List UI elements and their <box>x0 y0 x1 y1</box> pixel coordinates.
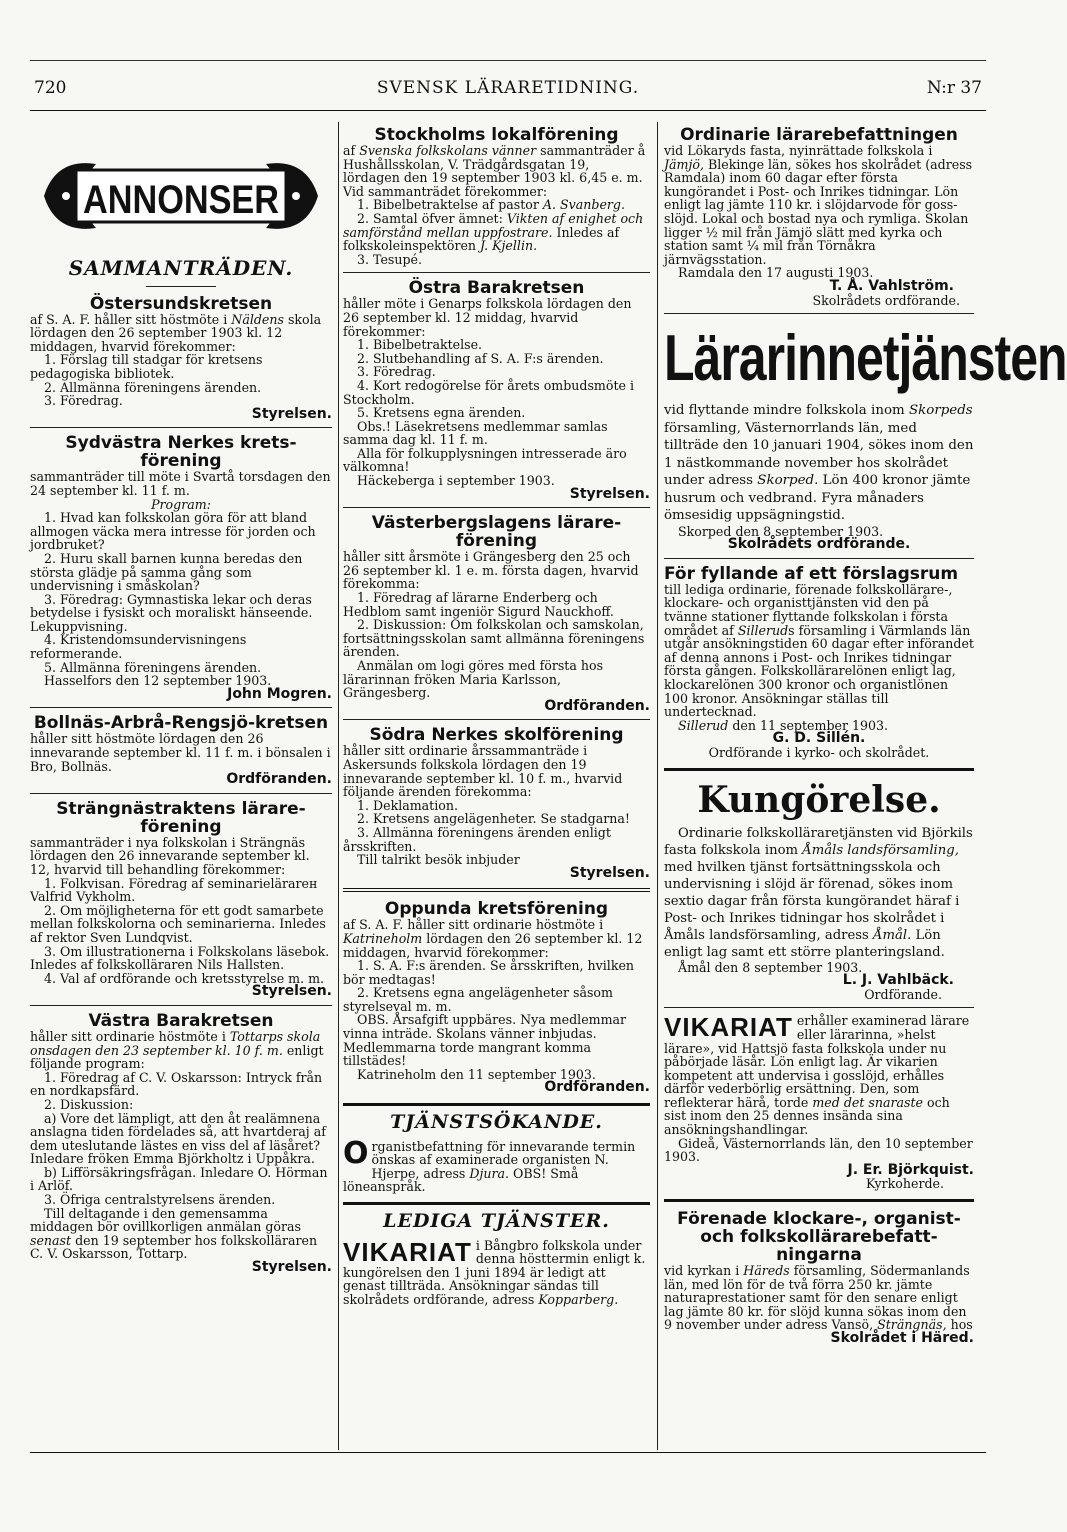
ostersund-item-1: 1. Förslag till stadgar för kretsens pedagogiska bibliotek. <box>30 352 263 381</box>
ordinarie-date: Ramdala den 17 augusti 1903. <box>678 265 874 281</box>
vasterbergslagen-text: håller sitt årsmöte i Grängesberg den 25 och 26 september kl. 1 e. m. första dagen, hvarvid förekomma: <box>343 549 639 592</box>
oppunda-item-1: 1. S. A. F:s ärenden. Se årsskriften, hvilken bör medtagas! <box>343 958 635 987</box>
vastra-bara-item-2a: a) Vore det lämpligt, att den åt realämnena anslagna tiden fördelades så, att hvartderaj af dem uteslutande lästes en viss del af läsåret? Inledare fröken Emma Björkholtz i Uppåkra. <box>30 1110 326 1167</box>
divider <box>30 427 332 428</box>
stockholm-heading: Stockholms lokalförening <box>374 125 619 145</box>
top-margin-rule <box>30 60 986 61</box>
sydvastra-item-1: 1. Hvad kan folkskolan göra för att bland allmogen väcka mera intresse för jorden och jordbruket? <box>30 510 316 553</box>
vikariat-bangbro-text: VIKARIAT i Bångbro folkskola under denna hösttermin enligt k. kungörelsen den 1 juni 1894 är ledigt att genast tillträda. Ansökningar sändas till skolrådets ordförande, adress Kopparberg. <box>343 1236 646 1307</box>
strangnas-signature: Styrelsen. <box>251 983 332 1000</box>
ordinarie-text: vid Lökaryds fasta, nyinrättade folkskola i Jämjö, Blekinge län, sökes hos skolrådet (adress Ramdala) inom 60 dagar efter första kungörandet i Post- och Inrikes tidningar. Lön enligt lag jämte 110 kr. i slöjdarvode för goss-slöjd. Lokal och bostad nya och rymliga. Skolan ligger ½ mil från Jämjö slätt med kyrka och station samt ¼ mil från Törnåkra järnvägsstation. <box>664 143 973 267</box>
ostra-bara-item-3: 3. Föredrag. <box>357 364 436 380</box>
ostra-bara-welcome: Alla för folkupplysningen intresserade äro välkomna! <box>343 445 627 475</box>
lararinnetjansten-signature: Skolrådets ordförande. <box>727 536 911 553</box>
tjanstsokande-heading: TJÄNSTSÖKANDE. <box>390 1111 603 1134</box>
ostra-bara-text: håller möte i Genarps folkskola lördagen den 26 september kl. 12 middag, hvarvid förekommer: <box>343 296 632 339</box>
divider <box>343 1103 650 1106</box>
vasterbergslagen-item-1: 1. Föredrag af lärarne Enderberg och Hedblom samt ingeniör Sigurd Nauckhoff. <box>343 590 614 619</box>
column-divider-1 <box>338 122 339 1450</box>
kungorelse-signature: L. J. Vahlbäck. <box>842 972 954 989</box>
ostersund-heading: Östersundskretsen <box>89 293 273 314</box>
sydvastra-item-3: 3. Föredrag: Gymnastiska lekar och deras betydelse i fysiskt och moraliskt hänseende. Lekuppvisning. <box>30 591 313 634</box>
vasterbergslagen-heading: Västerbergslagens lärare-förening <box>371 513 622 552</box>
divider <box>146 286 216 287</box>
divider <box>30 793 332 794</box>
vikariat-hattsjo-signature: J. Er. Björkquist. <box>847 1161 974 1178</box>
issue-number: N:r 37 <box>926 78 982 98</box>
strangnas-heading: Strängnästraktens lärare-förening <box>56 798 306 837</box>
sodra-nerkes-invite: Till talrikt besök inbjuder <box>357 852 520 868</box>
divider <box>343 272 650 273</box>
divider <box>664 1007 974 1008</box>
sydvastra-item-2: 2. Huru skall barnen kunna beredas den största glädje på samma gång som undervisning i småskolan? <box>30 550 303 594</box>
ostra-bara-item-5: 5. Kretsens egna ärenden. <box>357 405 526 421</box>
bollnas-text: håller sitt höstmöte lördagen den 26 innevarande september kl. 11 f. m. i bönsalen i Bro, Bollnäs. <box>30 731 331 774</box>
annonser-ornament <box>36 150 326 242</box>
bollnas-heading: Bollnäs-Arbrå-Rengsjö-kretsen <box>33 713 329 734</box>
oppunda-date: Katrineholm den 11 september 1903. <box>357 1066 596 1082</box>
divider <box>343 719 650 720</box>
header-rule <box>30 110 986 111</box>
ostra-bara-item-1: 1. Bibelbetraktelse. <box>357 337 483 353</box>
page-number: 720 <box>34 78 67 98</box>
strangnas-text: sammanträder i nya folkskolan i Strängnäs lördagen den 26 innevarande september kl. 12, hvarvid till behandling förekommer: <box>30 834 310 877</box>
vikariat-hattsjo-date: Gideå, Västernorrlands län, den 10 september 1903. <box>664 1135 973 1165</box>
ostersund-item-3: 3. Föredrag. <box>44 393 123 409</box>
ordinarie-heading: Ordinarie lärarebefattningen <box>680 125 958 145</box>
forenade-text: vid kyrkan i Häreds församling, Södermanlands län, med lön för de två förra 250 kr. jämte naturaprestationer samt för den senare enligt lag jämte 80 kr. för slöjd kunna sökas inom den 9 november under adress Vansö, Strängnäs, hos <box>664 1263 973 1333</box>
forslagsrum-heading: För fyllande af ett förslagsrum <box>664 563 959 584</box>
oppunda-item-2: 2. Kretsens egna angelägenheter såsom styrelseval m. m. <box>343 985 613 1014</box>
ordinarie-signature: T. Å. Vahlström. <box>829 277 954 294</box>
ostra-bara-signature: Styrelsen. <box>569 485 650 502</box>
vastra-bara-item-1: 1. Föredrag af C. V. Oskarsson: Intryck från en nordkapsfärd. <box>30 1069 323 1099</box>
sydvastra-item-5: 5. Allmänna föreningens ärenden. <box>44 659 262 675</box>
divider <box>664 313 974 314</box>
divider <box>30 707 332 708</box>
strangnas-item-4: 4. Val af ordförande och kretsstyrelse m. m. <box>44 970 325 986</box>
sodra-nerkes-signature: Styrelsen. <box>569 864 650 881</box>
vastra-bara-heading: Västra Barakretsen <box>88 1010 274 1031</box>
oppunda-text: af S. A. F. håller sitt ordinarie höstmöte i Katrineholm lördagen den 26 september kl. 12 middagen, hvarvid förekommer: <box>343 917 643 960</box>
ostra-bara-obs: Obs.! Läsekretsens medlemmar samlas samma dag kl. 11 f. m. <box>343 418 608 448</box>
forslagsrum-date: Sillerud den 11 september 1903. <box>678 717 889 733</box>
ordinarie-role: Skolrådets ordförande. <box>812 292 960 308</box>
sodra-nerkes-item-3: 3. Allmänna föreningens ärenden enligt årsskriften. <box>343 824 611 854</box>
kungorelse-heading: Kungörelse. <box>697 778 941 821</box>
stockholm-item-3: 3. Tesupé. <box>357 251 422 267</box>
sodra-nerkes-text: håller sitt ordinarie årssammanträde i Askersunds folkskola lördagen den 19 innevarande september kl. 10 f. m., hvarvid följande ärenden förekomma: <box>343 743 623 800</box>
oppunda-heading: Oppunda kretsförening <box>384 899 609 920</box>
ostra-bara-date: Häckeberga i september 1903. <box>357 473 555 489</box>
kungorelse-role: Ordförande. <box>864 986 942 1002</box>
lararinnetjansten-heading: Lärarinnetjänsten <box>664 321 1067 395</box>
sodra-nerkes-heading: Södra Nerkes skolförening <box>369 725 624 746</box>
kungorelse-date: Åmål den 8 september 1903. <box>678 959 863 975</box>
annonser-banner <box>30 150 332 242</box>
sydvastra-heading: Sydvästra Nerkes krets-förening <box>65 433 297 472</box>
sydvastra-text: sammanträder till möte i Svartå torsdagen den 24 september kl. 11 f. m. <box>30 469 331 498</box>
page-header <box>30 78 986 102</box>
journal-title: SVENSK LÄRARETIDNING. <box>376 78 640 98</box>
vasterbergslagen-signature: Ordföranden. <box>544 697 650 714</box>
vikariat-hattsjo-title: VIKARIAT <box>664 1012 793 1043</box>
vasterbergslagen-lodging: Anmälan om logi göres med första hos lärarinnan fröken Maria Karlsson, Grängesberg. <box>343 658 604 701</box>
forslagsrum-role: Ordförande i kyrko- och skolrådet. <box>708 744 930 760</box>
vastra-bara-item-3: 3. Öfriga centralstyrelsens ärenden. <box>44 1192 276 1208</box>
vastra-bara-notice: Till deltagande i den gemensamma middagen bör ovillkorligen anmälan göras senast den 19 september hos folkskolläraren C. V. Oskarsson, Tottarp. <box>30 1205 318 1262</box>
column-middle <box>343 126 650 1307</box>
divider <box>30 1005 332 1006</box>
oppunda-obs: OBS. Årsafgift uppbäres. Nya medlemmar vinna inträde. Skolans vänner inbjudas. Medlemmarna torde mangrant komma tillstädes! <box>343 1012 627 1069</box>
lediga-tjanster-heading: LEDIGA TJÄNSTER. <box>383 1210 610 1232</box>
forenade-heading: Förenade klockare-, organist- och folkskollärarebefatt-ningarna <box>677 1209 961 1266</box>
column-right <box>664 125 1067 1346</box>
sammantraden-heading: SAMMANTRÄDEN. <box>68 256 294 280</box>
divider <box>343 1202 650 1205</box>
tjanstsokande-text: Organistbefattning för innevarande termin önskas af examinerade organisten N. Hjerpe, adress Djura. OBS! Små löneanspråk. <box>343 1135 636 1195</box>
divider <box>664 558 974 559</box>
lararinnetjansten-text: vid flyttande mindre folkskola inom Skorpeds församling, Västernorrlands län, med tillträde den 10 januari 1904, sökes inom den 1 nästkommande november hos skolrådet under adress Skorped. Lön 400 kronor jämte husrum och vedbrand. Fyra månaders ömsesidig uppsägningstid. <box>664 403 974 524</box>
sydvastra-item-4: 4. Kristendomsundervisningens reformerande. <box>30 632 247 662</box>
vastra-bara-signature: Styrelsen. <box>251 1259 332 1276</box>
sydvastra-date: Hasselfors den 12 september 1903. <box>44 673 272 689</box>
vastra-bara-item-2b: b) Lifförsäkringsfrågan. Inledare O. Hörman i Arlöf. <box>30 1164 328 1194</box>
vikariat-hattsjo-text: VIKARIAT erhåller examinerad lärare eller lärarinna, »helst lärare», vid Hattsjö fasta folkskola under nu påbörjade läsår. Lön enligt lag. Är vikarien kompetent att undervisa i gosslöjd, erhålles därför vederbörlig ersättning. Den, som reflekterar härå, torde med det snaraste och sist inom den 25 dennes insända sina ansökningshandlingar. <box>664 1012 970 1138</box>
divider <box>343 507 650 508</box>
divider <box>343 888 650 892</box>
vikariat-title: VIKARIAT <box>343 1236 472 1267</box>
column-divider-2 <box>657 122 658 1450</box>
forslagsrum-signature: G. D. Sillén. <box>772 730 866 747</box>
annonser-title: ANNONSER <box>83 178 280 222</box>
sydvastra-signature: John Mogren. <box>227 685 332 702</box>
ostersund-text: af S. A. F. håller sitt höstmöte i Näldens skola lördagen den 26 september 1903 kl. 12 middagen, hvarvid förekommer: <box>30 311 322 354</box>
ostersund-item-2: 2. Allmänna föreningens ärenden. <box>44 379 262 395</box>
forslagsrum-text: till lediga ordinarie, förenade folkskollärare-, klockare- och organisttjänsten vid den på tvänne stationer flyttande folkskolan i första området af Silleruds församling i Värmlands län utgår ansökningstiden 60 dagar efter införandet af denna annons i Post- och Inrikes tidningar första gången. Folkskollärarelönen enligt lag, klockarelönen 300 kronor och organistlönen 100 kronor. Ansökningar ställas till undertecknad. <box>664 581 974 720</box>
ostra-bara-item-4: 4. Kort redogörelse för årets ombudsmöte i Stockholm. <box>343 377 635 407</box>
kungorelse-text: Ordinarie folkskolläraretjänsten vid Björkils fasta folkskola inom Åmåls landsförsamling, med hvilken tjänst fortsättningsskola och undervisning i slöjd är förenad, sökes inom sextio dagar från första kungörandet häraf i Post- och Inrikes tidningar hos skolrådet i Åmåls landsförsamling, adress Åmål. Lön enligt lag samt ett större planteringsland. <box>664 825 973 960</box>
ostra-bara-heading: Östra Barakretsen <box>408 278 585 299</box>
divider <box>664 1199 974 1202</box>
strangnas-item-1: 1. Folkvisan. Föredrag af seminarielärarен Valfrid Vykholm. <box>30 875 318 905</box>
strangnas-item-2: 2. Om möjligheterna för ett godt samarbete mellan folkskolorna och seminarierna. Inledes af rektor Sven Lundqvist. <box>30 902 326 945</box>
sodra-nerkes-item-2: 2. Kretsens angelägenheter. Se stadgarna! <box>357 811 630 827</box>
vasterbergslagen-item-2: 2. Diskussion: Om folkskolan och samskolan, fortsättningsskolan samt allmänna föreningens ärenden. <box>343 617 645 660</box>
column-left <box>30 126 332 1275</box>
forenade-signature: Skolrådet i Häred. <box>830 1330 974 1346</box>
bollnas-signature: Ordföranden. <box>226 771 332 788</box>
vastra-bara-text: håller sitt ordinarie höstmöte i Tottarps skola onsdagen den 23 september kl. 10 f. m. enligt följande program: <box>30 1028 324 1072</box>
footer-rule <box>30 1452 986 1453</box>
lararinnetjansten-date: Skorped den 8 september 1903. <box>678 523 884 539</box>
stockholm-text: af Svenska folkskolans vänner sammanträder å Hushållsskolan, V. Trädgårdsgatan 19, lördagen den 19 september 1903 kl. 6,45 e. m. Vid sammanträdet förekommer: <box>343 143 646 199</box>
stockholm-item-1: 1. Bibelbetraktelse af pastor A. Svanberg. <box>357 197 625 213</box>
strangnas-item-3: 3. Om illustrationerna i Folkskolans läsebok. Inledes af folkskolläraren Nils Hallsten. <box>30 943 330 973</box>
sydvastra-program-label: Program: <box>151 496 211 512</box>
stockholm-item-2: 2. Samtal öfver ämnet: Vikten af enighet och samförstånd mellan uppfostrare. Inledes af folkskoleinspektören J. Kjellin. <box>343 210 644 254</box>
vastra-bara-item-2: 2. Diskussion: <box>44 1096 134 1112</box>
ostra-bara-item-2: 2. Slutbehandling af S. A. F:s ärenden. <box>357 350 604 366</box>
vikariat-hattsjo-role: Kyrkoherde. <box>865 1176 944 1192</box>
oppunda-signature: Ordföranden. <box>544 1079 650 1096</box>
ostersund-signature: Styrelsen. <box>251 405 332 422</box>
sodra-nerkes-item-1: 1. Deklamation. <box>357 797 458 813</box>
divider <box>664 768 974 771</box>
drop-cap: O <box>343 1135 369 1171</box>
